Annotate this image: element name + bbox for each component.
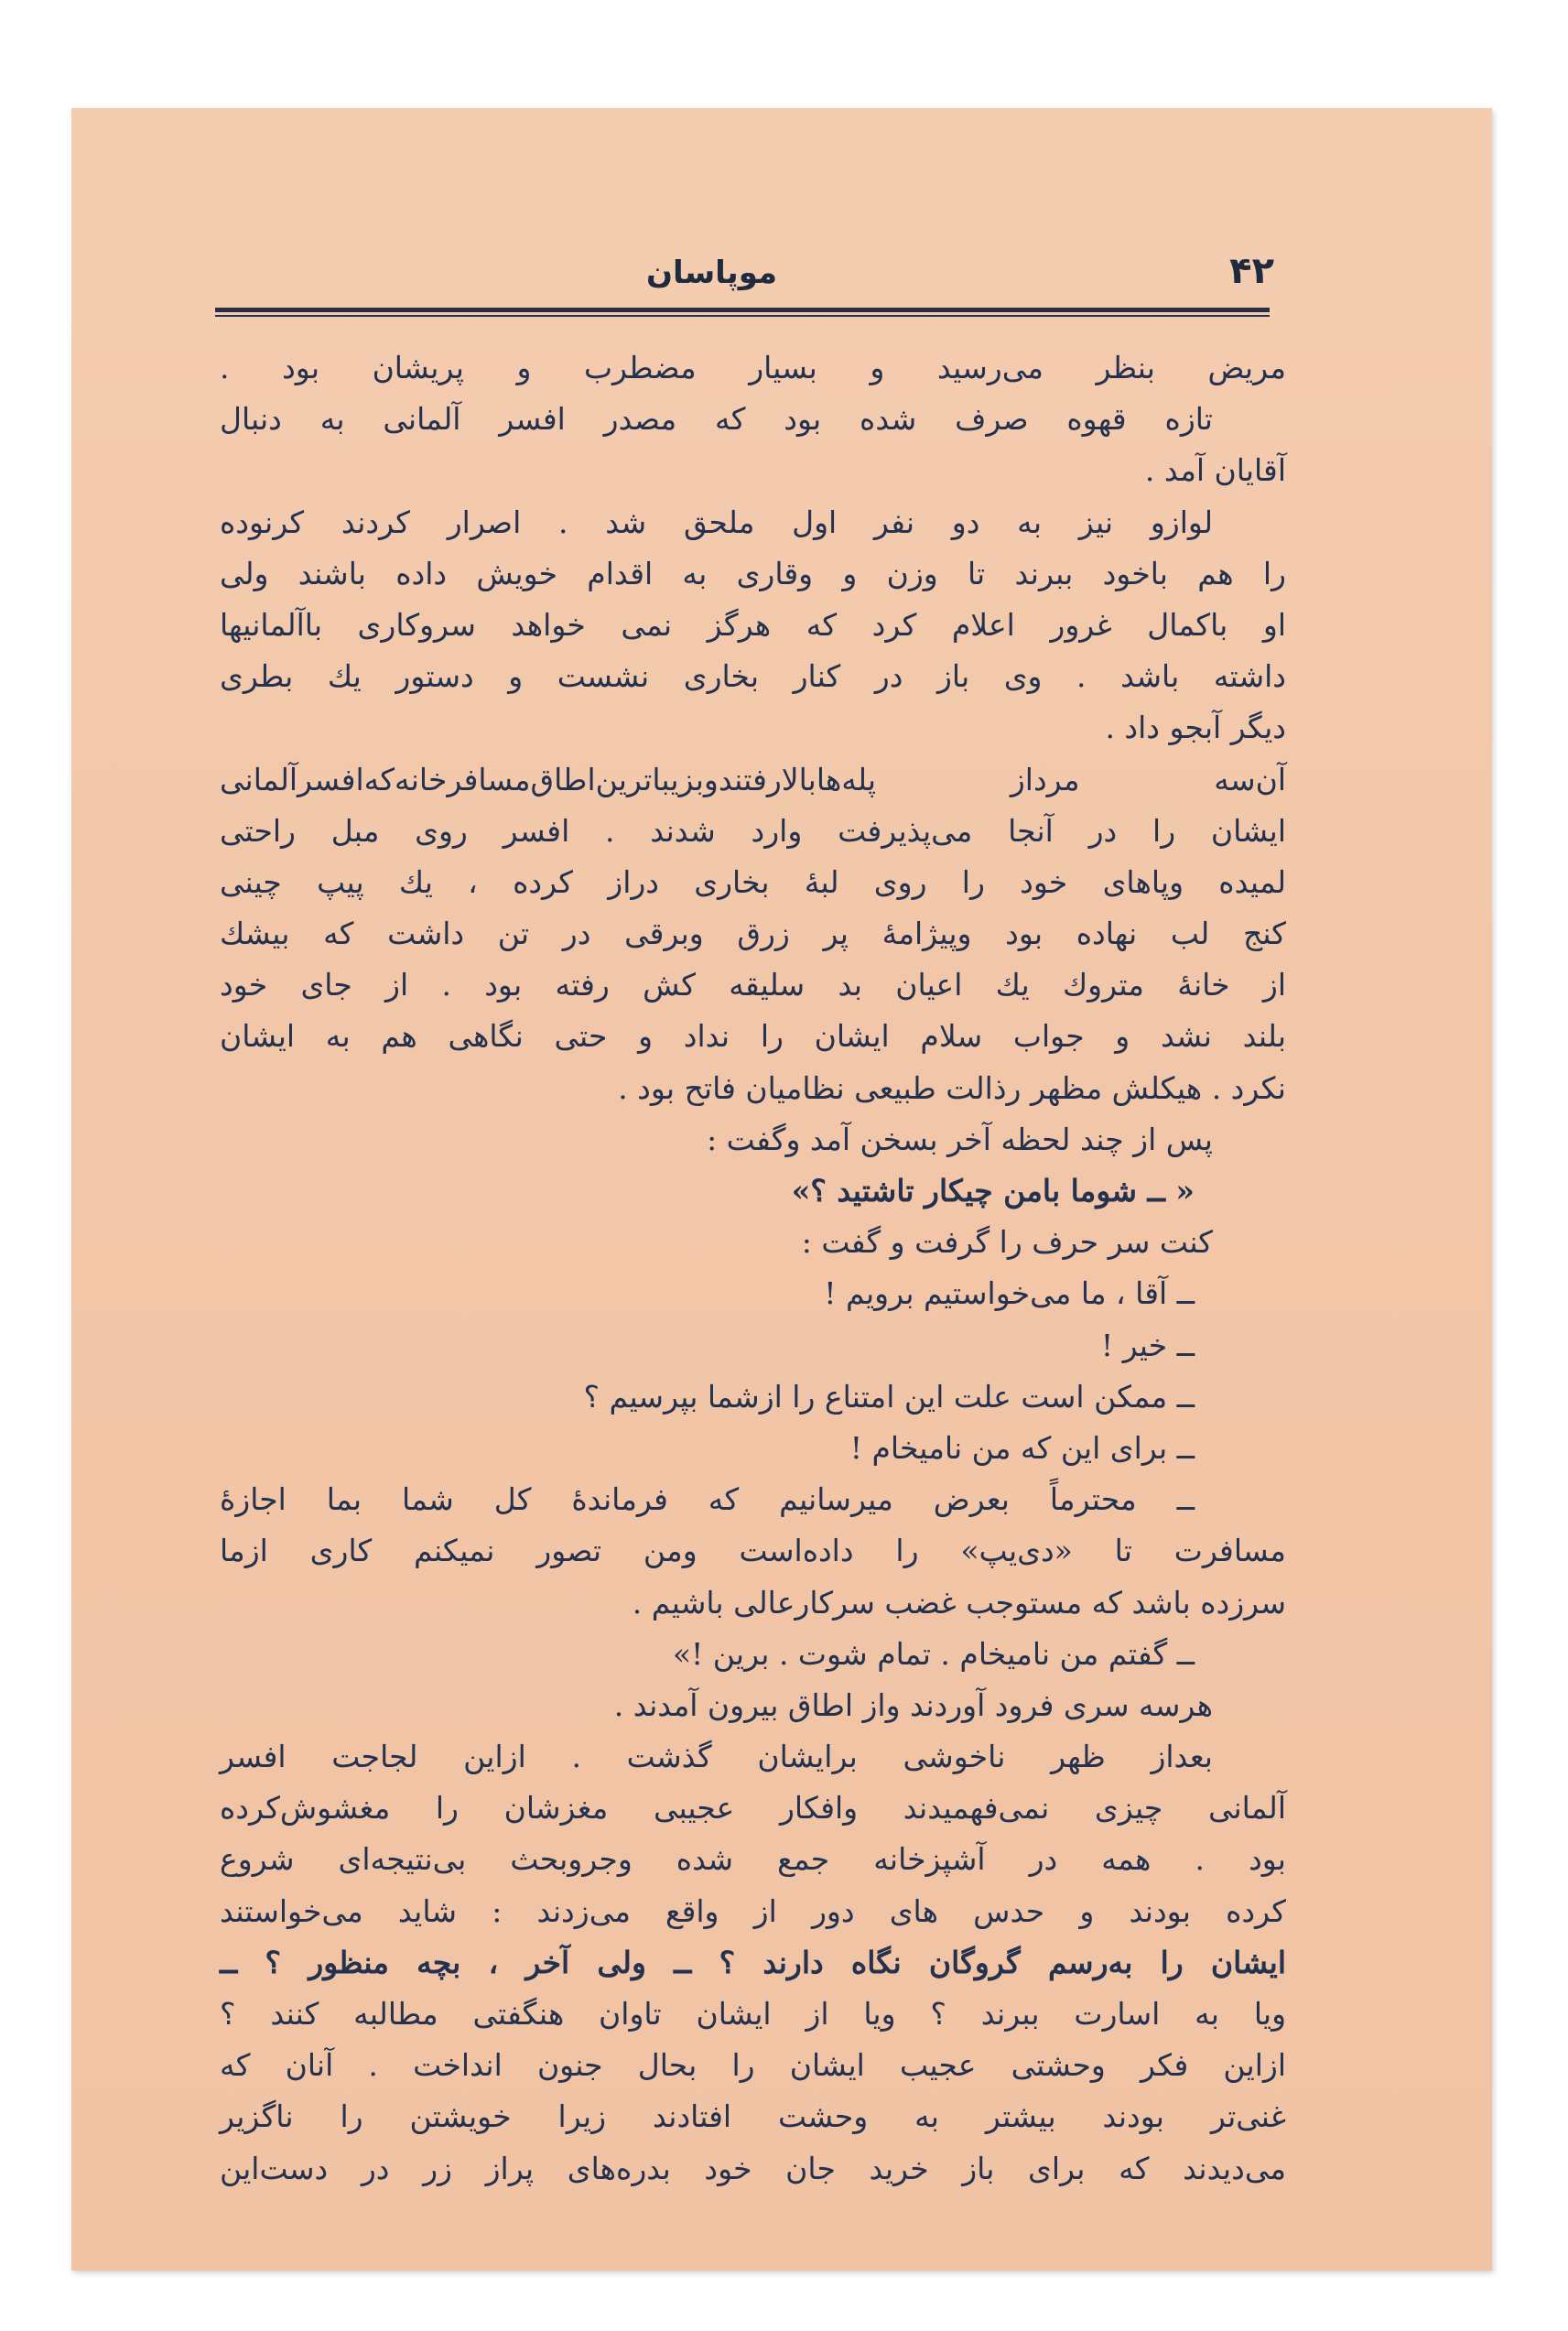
text-line: کرده بودند و حدس های دور از واقع می‌زدند : شاید می‌خواستند [220,1892,1286,1929]
text-line: آقایان آمد . [1144,452,1286,489]
text-line: پس از چند لحظه آخر بسخن آمد وگفت : [707,1121,1213,1157]
text-line: از خانهٔ متروك یك اعیان بد سلیقه کش رفته بود . از جای خود [220,967,1286,1003]
text-line: بعداز ظهر ناخوشی برایشان گذشت . ازاین لجاجت افسر [220,1739,1213,1775]
text-line: سرزده باشد که مستوجب غضب سرکارعالی باشیم . [632,1584,1286,1621]
text-line: لمیده وپاهای خود را روی لبهٔ بخاری دراز کرده ، یك پیپ چینی [220,863,1286,900]
text-line: می‌دیدند که برای باز خرید جان خود بدره‌های پراز زر در دست‌این [220,2150,1286,2186]
text-line: غنی‌تر بودند بیشتر به وحشت افتادند زیرا خویشتن را ناگزیر [220,2098,1286,2135]
text-line: داشته باشد . وی باز در کنار بخاری نشست و دستور یك بطری [220,658,1286,695]
text-line: او باکمال غرور اعلام کرد که هرگز نمی خواهد سروکاری باآلمانیها [220,606,1286,643]
text-line: بلند نشد و جواب سلام ایشان را نداد و حتی نگاهی هم به ایشان [220,1018,1286,1055]
text-line: ــ محترماً بعرض میرسانیم که فرماندهٔ کل شما بما اجازهٔ [220,1481,1195,1518]
text-line: دیگر آبجو داد . [1105,710,1286,746]
text-line: مریض بنظر می‌رسید و بسیار مضطرب و پریشان بود . [220,350,1286,385]
text-line: مسافرت تا «دی‌یپ» را داده‌است ومن تصور نمیکنم کاری ازما [220,1533,1286,1569]
text-line: ــ خیر ! [1100,1327,1195,1363]
text-line: آلمانی چیزی نمی‌فهمیدند وافکار عجیبی مغزشان را مغشوش‌کرده [220,1790,1286,1827]
text-line: هرسه سری فرود آوردند واز اطاق بیرون آمدند . [613,1686,1213,1723]
header-rule-thin [215,315,1270,317]
text-line: ویا به اسارت ببرند ؟ ویا از ایشان تاوان هنگفتی مطالبه کنند ؟ [220,1996,1286,2032]
text-line: ــ گفتم من نامیخام . تمام شوت . برین !» [672,1635,1195,1672]
text-line: ــ آقا ، ما می‌خواستیم برویم ! [824,1275,1195,1312]
text-line: را هم باخود ببرند تا وزن و وقاری به اقدام خویش داده باشند ولی [220,555,1286,591]
body-text [220,342,1286,2195]
running-title: موپاسان [645,255,778,291]
text-line: تازه قهوه صرف شده بود که مصدر افسر آلمانی به دنبال [220,401,1213,438]
text-line: ــ ممکن است علت این امتناع را ازشما بپرسیم ؟ [583,1378,1195,1415]
page-header [142,154,1281,292]
text-line: ــ برای این که من نامیخام ! [849,1429,1195,1466]
text-line: لوازو نیز به دو نفر اول ملحق شد . اصرار کردند کرنوده [220,504,1213,540]
text-line: ایشان را در آنجا می‌پذیرفت وارد شدند . افسر روی مبل راحتی [220,812,1286,849]
page-number: ۴۲ [1229,250,1274,292]
text-line: کنت سر حرف را گرفت و گفت : [801,1224,1213,1261]
text-line: « ــ شوما بامن چیکار تاشتید ؟» [791,1173,1195,1209]
header-rule [215,308,1270,312]
text-line: آن‌سه مرداز پله‌هابالارفتندوبزیباترین‌اطاق‌مسافرخانه‌که‌افسرآلمانی [220,761,1286,797]
text-line: ازاین فکر وحشتی عجیب ایشان را بحال جنون انداخت . آنان که [220,2047,1286,2084]
text-line: بود . همه در آشپزخانه جمع شده وجروبحث بی‌نتیجه‌ای شروع [220,1841,1286,1878]
text-line: نکرد . هیکلش مظهر رذالت طبیعی نظامیان فاتح بود . [618,1069,1286,1106]
text-line: ایشان را به‌رسم گروگان نگاه دارند ؟ ــ ولی آخر ، بچه منظور ؟ ــ [220,1944,1286,1980]
text-line: کنج لب نهاده بود وپیژامهٔ پر زرق وبرقی در تن داشت که بیشك [220,916,1286,952]
